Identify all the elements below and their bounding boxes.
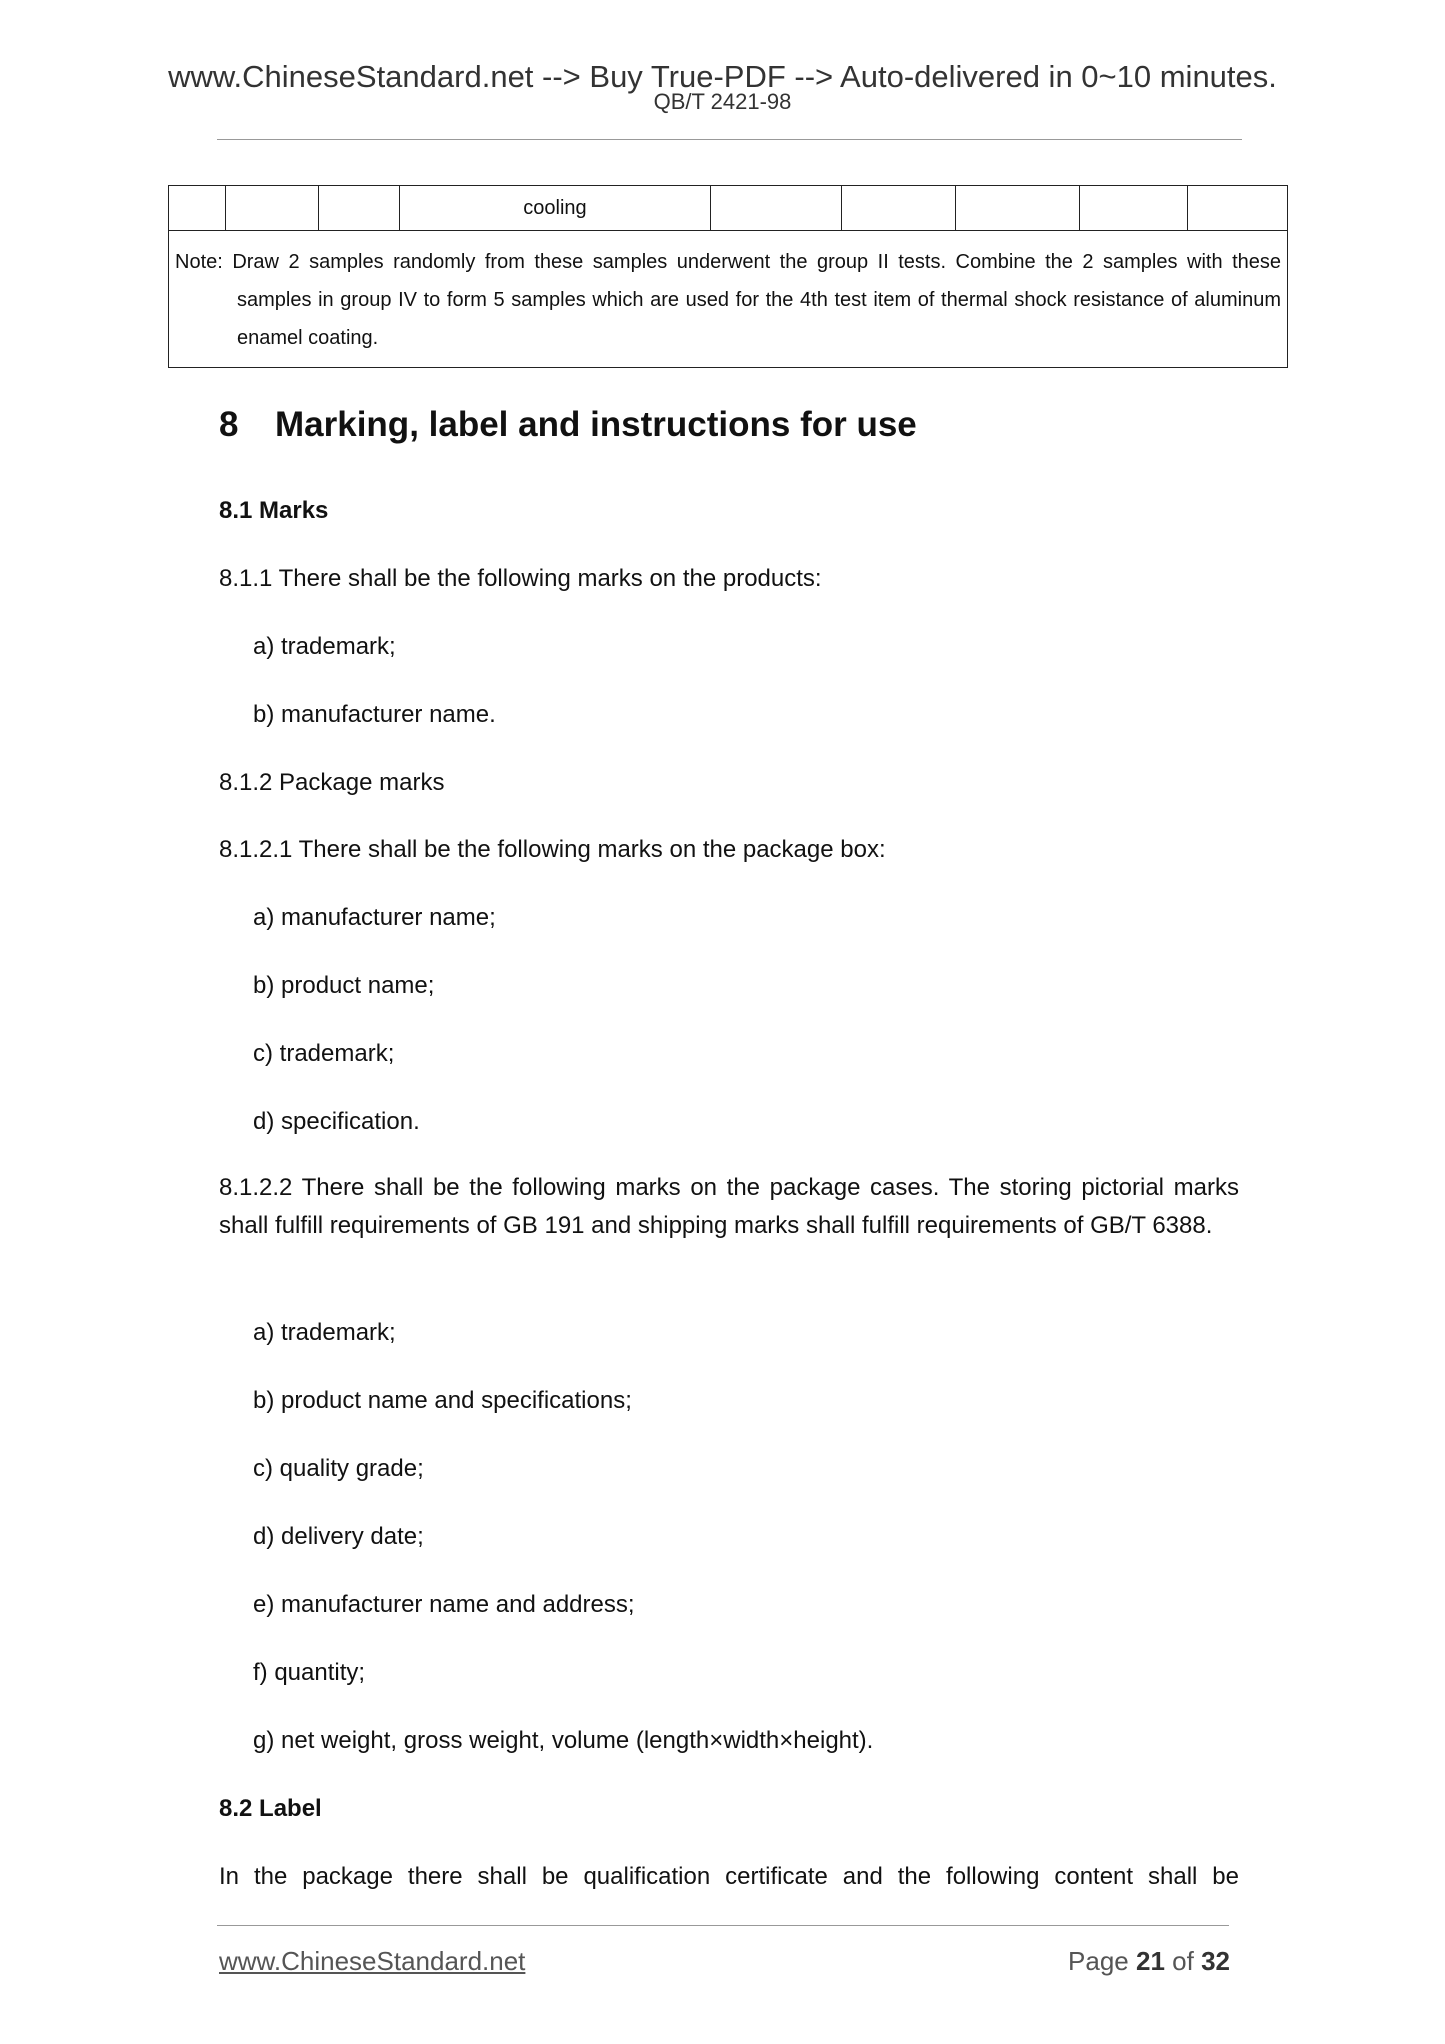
footer-divider	[217, 1925, 1229, 1926]
section-number: 8	[219, 405, 239, 444]
list-item: a) trademark;	[253, 1319, 396, 1346]
table-note	[169, 231, 1288, 368]
page-word: Page	[1068, 1946, 1129, 1976]
table-row	[169, 186, 1288, 231]
table-note-row	[169, 231, 1288, 368]
subsection-8-2: 8.2 Label	[219, 1795, 322, 1822]
note-text: Draw 2 samples randomly from these samples underwent the group II tests. Combine the 2 samples with these samples in group IV to form 5 samples which are used for the 4th test item of thermal shock resistance of aluminum enamel coating.	[232, 251, 1282, 349]
table-cell	[226, 186, 319, 231]
list-item: g) net weight, gross weight, volume (length×width×height).	[253, 1727, 874, 1754]
table-cell	[711, 186, 842, 231]
document-number: QB/T 2421-98	[653, 89, 792, 114]
table-cell	[319, 186, 400, 231]
table-cell	[1188, 186, 1288, 231]
clause-8-1-2-1: 8.1.2.1 There shall be the following marks on the package box:	[219, 836, 886, 863]
list-item: c) trademark;	[253, 1040, 395, 1067]
list-item: e) manufacturer name and address;	[253, 1591, 635, 1618]
list-item: b) product name;	[253, 972, 435, 999]
table-cell	[1080, 186, 1188, 231]
footer-link[interactable]: www.ChineseStandard.net	[219, 1946, 526, 1976]
table-cell	[956, 186, 1080, 231]
list-item: f) quantity;	[253, 1659, 366, 1686]
list-item: c) quality grade;	[253, 1455, 424, 1482]
page-number	[1068, 1946, 1230, 1977]
test-table	[168, 185, 1288, 368]
clause-8-1-2-2: 8.1.2.2 There shall be the following marks on the package cases. The storing pictorial marks shall fulfill requirements of GB 191 and shipping marks shall fulfill requirements of GB/T 6388.	[219, 1174, 1239, 1239]
table-cell	[842, 186, 956, 231]
clause-8-1-1: 8.1.1 There shall be the following marks on the products:	[219, 565, 822, 592]
table-cell	[169, 186, 226, 231]
table-cell: cooling	[400, 186, 711, 231]
page-total: 32	[1201, 1946, 1230, 1976]
header-divider	[217, 139, 1242, 140]
subsection-8-1: 8.1 Marks	[219, 497, 329, 524]
note-label: Note:	[175, 251, 223, 273]
page-of: of	[1172, 1946, 1194, 1976]
page-current: 21	[1136, 1946, 1165, 1976]
clause-8-1-2: 8.1.2 Package marks	[219, 769, 445, 796]
list-item: b) product name and specifications;	[253, 1387, 632, 1414]
list-item: b) manufacturer name.	[253, 701, 496, 728]
list-item: a) trademark;	[253, 633, 396, 660]
list-item: a) manufacturer name;	[253, 904, 496, 931]
header-banner: www.ChineseStandard.net --> Buy True-PDF --> Auto-delivered in 0~10 minutes.	[168, 59, 1277, 94]
list-item: d) delivery date;	[253, 1523, 424, 1550]
section-title: Marking, label and instructions for use	[275, 405, 917, 444]
list-item: d) specification.	[253, 1108, 420, 1135]
label-paragraph: In the package there shall be qualification certificate and the following content shall be	[219, 1863, 1239, 1890]
section-heading	[219, 395, 917, 455]
